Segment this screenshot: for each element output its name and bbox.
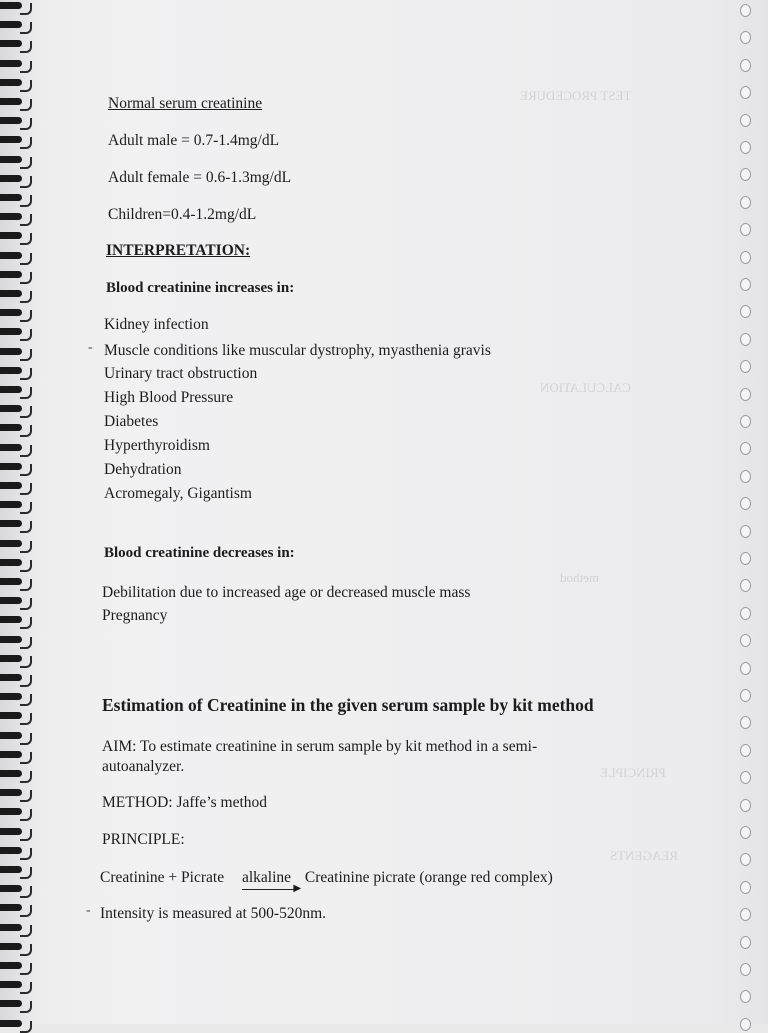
spiral-coil xyxy=(0,770,34,779)
punch-hole xyxy=(740,114,751,127)
punch-hole xyxy=(740,470,751,483)
coil-bar xyxy=(0,194,22,201)
punch-hole xyxy=(740,552,751,565)
intensity-line: Intensity is measured at 500-520nm. xyxy=(100,905,326,922)
spiral-coil xyxy=(0,789,34,798)
coil-bar xyxy=(0,463,22,470)
coil-hook xyxy=(20,233,32,245)
coil-bar xyxy=(0,482,22,489)
coil-bar xyxy=(0,904,22,911)
spiral-coil xyxy=(0,1000,34,1009)
coil-bar xyxy=(0,712,22,719)
coil-hook xyxy=(20,617,32,629)
reaction-equation xyxy=(100,869,553,894)
coil-hook xyxy=(20,579,32,591)
spiral-coil xyxy=(0,501,34,510)
spiral-coil xyxy=(0,655,34,664)
coil-bar xyxy=(0,616,22,623)
coil-hook xyxy=(20,118,32,130)
spiral-coil xyxy=(0,348,34,357)
punch-hole xyxy=(740,360,751,373)
coil-bar xyxy=(0,808,22,815)
coil-hook xyxy=(20,790,32,802)
spiral-coil xyxy=(0,98,34,107)
punch-hole xyxy=(740,59,751,72)
spiral-coil xyxy=(0,636,34,645)
coil-bar xyxy=(0,1020,22,1027)
coil-hook xyxy=(20,886,32,898)
punch-hole xyxy=(740,853,751,866)
punch-hole xyxy=(740,963,751,976)
coil-bar xyxy=(0,98,22,105)
punch-hole xyxy=(740,388,751,401)
normal-heading: Normal serum creatinine xyxy=(108,95,263,112)
spiral-coil xyxy=(0,328,34,337)
spiral-coil xyxy=(0,943,34,952)
coil-bar xyxy=(0,520,22,527)
punch-hole xyxy=(740,908,751,921)
spiral-coil xyxy=(0,828,34,837)
coil-hook xyxy=(20,752,32,764)
spiral-coil xyxy=(0,232,34,241)
spiral-coil xyxy=(0,924,34,933)
coil-bar xyxy=(0,751,22,758)
spiral-coil xyxy=(0,21,34,30)
adult-female-range: Adult female = 0.6-1.3mg/dL xyxy=(108,169,292,186)
arrow-head-icon: ▶ xyxy=(293,883,302,894)
coil-hook xyxy=(20,502,32,514)
coil-bar xyxy=(0,943,22,950)
coil-bar xyxy=(0,79,22,86)
spiral-coil xyxy=(0,962,34,971)
punch-hole xyxy=(740,1018,751,1031)
coil-bar xyxy=(0,213,22,220)
coil-bar xyxy=(0,501,22,508)
coil-bar xyxy=(0,136,22,143)
spiral-coil xyxy=(0,482,34,491)
coil-bar xyxy=(0,636,22,643)
coil-bar xyxy=(0,559,22,566)
coil-hook xyxy=(20,99,32,111)
spiral-binding xyxy=(0,0,42,1024)
coil-hook xyxy=(20,521,32,533)
punch-hole xyxy=(740,525,751,538)
punch-hole xyxy=(740,4,751,17)
coil-hook xyxy=(20,214,32,226)
coil-hook xyxy=(20,637,32,649)
coil-hook xyxy=(20,867,32,879)
coil-hook xyxy=(20,713,32,725)
spiral-coil xyxy=(0,136,34,145)
spiral-coil xyxy=(0,367,34,376)
coil-hook xyxy=(20,925,32,937)
coil-bar xyxy=(0,252,22,259)
adult-male-range: Adult male = 0.7-1.4mg/dL xyxy=(108,132,280,149)
coil-bar xyxy=(0,693,22,700)
coil-bar xyxy=(0,60,22,67)
punch-hole xyxy=(740,662,751,675)
decrease-heading: Blood creatinine decreases in: xyxy=(104,545,295,561)
coil-bar xyxy=(0,309,22,316)
coil-bar xyxy=(0,981,22,988)
coil-hook xyxy=(20,272,32,284)
spiral-coil xyxy=(0,885,34,894)
coil-bar xyxy=(0,674,22,681)
spiral-coil xyxy=(0,808,34,817)
coil-hook xyxy=(20,464,32,476)
coil-bar xyxy=(0,175,22,182)
punch-hole xyxy=(740,415,751,428)
coil-hook xyxy=(20,310,32,322)
coil-bar xyxy=(0,655,22,662)
coil-bar xyxy=(0,789,22,796)
spiral-coil xyxy=(0,674,34,683)
principle-heading: PRINCIPLE: xyxy=(102,831,185,848)
spiral-coil xyxy=(0,866,34,875)
bleed-through-text: CALCULATION xyxy=(540,380,631,395)
punch-hole xyxy=(740,86,751,99)
punch-hole xyxy=(740,634,751,647)
coil-bar xyxy=(0,367,22,374)
coil-bar xyxy=(0,2,22,9)
coil-hook xyxy=(20,176,32,188)
coil-bar xyxy=(0,770,22,777)
spiral-coil xyxy=(0,60,34,69)
list-item: Pregnancy xyxy=(102,607,168,624)
coil-hook xyxy=(20,253,32,265)
coil-bar xyxy=(0,962,22,969)
coil-bar xyxy=(0,271,22,278)
list-item: Kidney infection xyxy=(104,316,209,333)
spiral-coil xyxy=(0,712,34,721)
coil-hook xyxy=(20,656,32,668)
punch-hole xyxy=(740,223,751,236)
coil-hook xyxy=(20,733,32,745)
spiral-coil xyxy=(0,2,34,11)
coil-bar xyxy=(0,290,22,297)
coil-hook xyxy=(20,445,32,457)
estimation-title: Estimation of Creatinine in the given serum sample by kit method xyxy=(102,695,594,715)
margin-dash-mark: - xyxy=(88,340,93,355)
spiral-coil xyxy=(0,904,34,913)
margin-dash-mark: - xyxy=(86,903,91,918)
spiral-coil xyxy=(0,309,34,318)
punch-hole xyxy=(740,826,751,839)
punch-hole xyxy=(740,744,751,757)
punch-hole xyxy=(740,607,751,620)
coil-hook xyxy=(20,425,32,437)
spiral-coil xyxy=(0,751,34,760)
spiral-coil xyxy=(0,847,34,856)
punch-hole xyxy=(740,497,751,510)
coil-bar xyxy=(0,924,22,931)
coil-bar xyxy=(0,828,22,835)
list-item: Debilitation due to increased age or decreased muscle mass xyxy=(102,584,471,601)
punch-hole xyxy=(740,990,751,1003)
increase-heading: Blood creatinine increases in: xyxy=(106,280,295,296)
reaction-reactants: Creatinine + Picrate xyxy=(100,869,225,886)
coil-hook xyxy=(20,694,32,706)
coil-hook xyxy=(20,3,32,15)
spiral-coil xyxy=(0,540,34,549)
spiral-coil xyxy=(0,1020,34,1029)
coil-hook xyxy=(20,809,32,821)
punch-hole xyxy=(740,771,751,784)
coil-bar xyxy=(0,156,22,163)
punch-hole xyxy=(740,579,751,592)
list-item: Muscle conditions like muscular dystrophy, myasthenia gravis xyxy=(104,342,491,359)
coil-hook xyxy=(20,291,32,303)
spiral-coil xyxy=(0,405,34,414)
spiral-coil xyxy=(0,616,34,625)
spiral-coil xyxy=(0,981,34,990)
spiral-coil xyxy=(0,194,34,203)
coil-hook xyxy=(20,905,32,917)
spiral-coil xyxy=(0,444,34,453)
coil-bar xyxy=(0,540,22,547)
spiral-coil xyxy=(0,175,34,184)
punch-hole xyxy=(740,881,751,894)
coil-hook xyxy=(20,541,32,553)
punch-hole xyxy=(740,31,751,44)
coil-hook xyxy=(20,80,32,92)
coil-hook xyxy=(20,368,32,380)
method-line: METHOD: Jaffe’s method xyxy=(102,794,268,811)
coil-bar xyxy=(0,232,22,239)
coil-hook xyxy=(20,387,32,399)
bleed-through-text: REAGENTS xyxy=(610,848,678,863)
coil-hook xyxy=(20,829,32,841)
coil-hook xyxy=(20,560,32,572)
coil-bar xyxy=(0,117,22,124)
punch-hole xyxy=(740,251,751,264)
list-item: High Blood Pressure xyxy=(104,389,234,406)
punch-hole xyxy=(740,799,751,812)
coil-bar xyxy=(0,885,22,892)
coil-bar xyxy=(0,40,22,47)
coil-bar xyxy=(0,597,22,604)
reaction-condition: alkaline xyxy=(241,869,292,886)
binding-holes xyxy=(740,0,754,1024)
coil-bar xyxy=(0,1000,22,1007)
spiral-coil xyxy=(0,424,34,433)
reaction-arrow xyxy=(241,869,302,894)
spiral-coil xyxy=(0,559,34,568)
interpretation-heading: INTERPRETATION: xyxy=(106,242,251,259)
coil-hook xyxy=(20,963,32,975)
coil-bar xyxy=(0,732,22,739)
spiral-coil xyxy=(0,732,34,741)
coil-bar xyxy=(0,328,22,335)
coil-hook xyxy=(20,483,32,495)
arrow-line xyxy=(242,889,297,890)
punch-hole xyxy=(740,333,751,346)
aim-line-2: autoanalyzer. xyxy=(102,758,185,775)
coil-hook xyxy=(20,137,32,149)
punch-hole xyxy=(740,936,751,949)
spiral-coil xyxy=(0,290,34,299)
spiral-coil xyxy=(0,693,34,702)
coil-bar xyxy=(0,405,22,412)
coil-hook xyxy=(20,1021,32,1033)
spiral-coil xyxy=(0,386,34,395)
spiral-coil xyxy=(0,40,34,49)
punch-hole xyxy=(740,141,751,154)
punch-hole xyxy=(740,716,751,729)
spiral-coil xyxy=(0,271,34,280)
coil-hook xyxy=(20,349,32,361)
coil-hook xyxy=(20,598,32,610)
coil-hook xyxy=(20,944,32,956)
coil-hook xyxy=(20,22,32,34)
list-item: Urinary tract obstruction xyxy=(104,365,258,382)
coil-hook xyxy=(20,982,32,994)
spiral-coil xyxy=(0,213,34,222)
spiral-coil xyxy=(0,117,34,126)
spiral-coil xyxy=(0,597,34,606)
list-item: Hyperthyroidism xyxy=(104,437,210,454)
coil-bar xyxy=(0,578,22,585)
coil-bar xyxy=(0,847,22,854)
spiral-coil xyxy=(0,79,34,88)
coil-bar xyxy=(0,348,22,355)
coil-hook xyxy=(20,771,32,783)
punch-hole xyxy=(740,442,751,455)
spiral-coil xyxy=(0,463,34,472)
coil-hook xyxy=(20,675,32,687)
bleed-through-text: PRINCIPLE xyxy=(600,765,666,780)
punch-hole xyxy=(740,168,751,181)
coil-bar xyxy=(0,424,22,431)
coil-hook xyxy=(20,1001,32,1013)
coil-hook xyxy=(20,41,32,53)
list-item: Dehydration xyxy=(104,461,182,478)
spiral-coil xyxy=(0,578,34,587)
punch-hole xyxy=(740,689,751,702)
coil-hook xyxy=(20,329,32,341)
coil-hook xyxy=(20,848,32,860)
list-item: Diabetes xyxy=(104,413,159,430)
list-item: Acromegaly, Gigantism xyxy=(104,485,252,502)
coil-hook xyxy=(20,406,32,418)
punch-hole xyxy=(740,305,751,318)
coil-hook xyxy=(20,61,32,73)
bleed-through-text: TEST PROCEDURE xyxy=(520,88,632,103)
coil-hook xyxy=(20,195,32,207)
punch-hole xyxy=(740,196,751,209)
coil-bar xyxy=(0,444,22,451)
spiral-coil xyxy=(0,520,34,529)
coil-bar xyxy=(0,21,22,28)
spiral-coil xyxy=(0,252,34,261)
bleed-through-text: method xyxy=(560,570,599,585)
coil-bar xyxy=(0,866,22,873)
coil-hook xyxy=(20,157,32,169)
punch-hole xyxy=(740,278,751,291)
spiral-coil xyxy=(0,156,34,165)
children-range: Children=0.4-1.2mg/dL xyxy=(108,206,257,223)
aim-line-1: AIM: To estimate creatinine in serum sample by kit method in a semi- xyxy=(102,738,538,755)
coil-bar xyxy=(0,386,22,393)
reaction-product: Creatinine picrate (orange red complex) xyxy=(304,869,553,886)
